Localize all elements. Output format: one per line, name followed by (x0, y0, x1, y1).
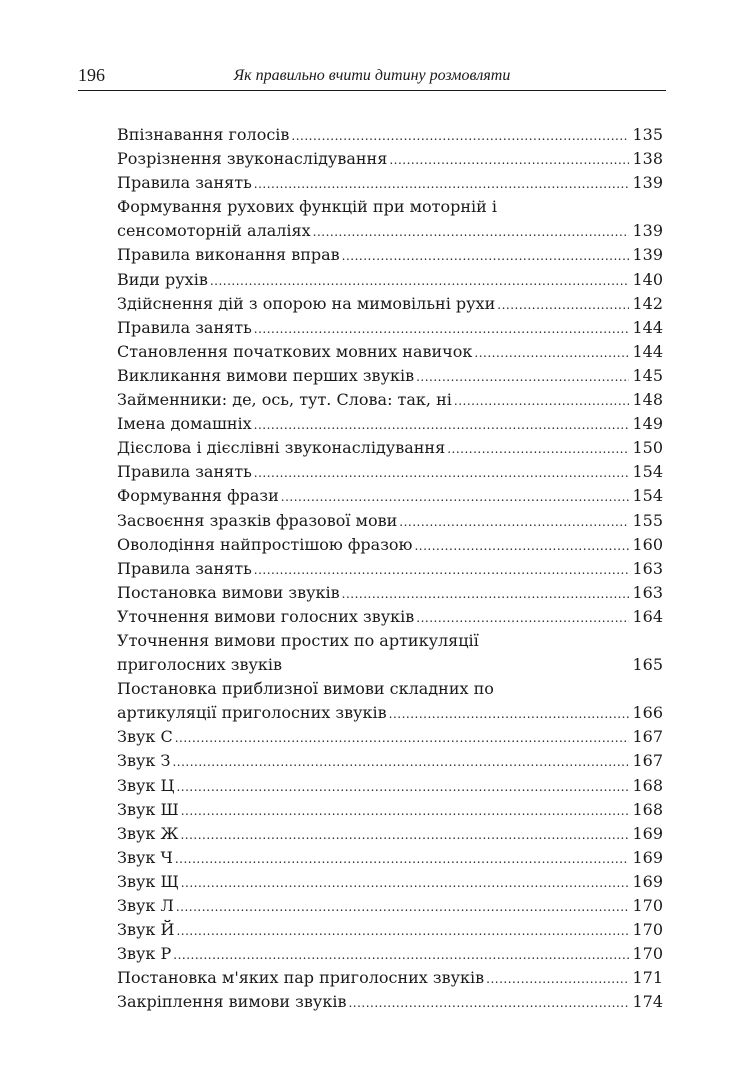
table-of-contents (117, 123, 663, 1014)
toc-entry (117, 195, 663, 243)
toc-entry-page-number: 139 (632, 173, 663, 193)
dot-leader (342, 582, 630, 606)
toc-entry-label: Впізнавання голосів (117, 125, 290, 144)
toc-entry-page-number: 160 (632, 534, 663, 554)
toc-entry-label: Звук Ч (117, 847, 173, 867)
toc-entry-label: Звук Ш (117, 799, 179, 819)
dot-leader (254, 413, 630, 437)
toc-entry (117, 798, 663, 822)
toc-entry-page-number: 170 (632, 944, 663, 964)
toc-entry-label: приголосних звуків (117, 655, 283, 675)
toc-entry-page-number: 142 (632, 293, 663, 313)
toc-entry (117, 243, 663, 267)
toc-entry-page-number: 168 (632, 775, 663, 795)
toc-entry-label: Правила занять (117, 317, 252, 337)
toc-entry-page-number: 144 (632, 317, 663, 337)
toc-entry (117, 484, 663, 508)
toc-entry (117, 509, 663, 533)
toc-entry-page-number: 145 (632, 365, 663, 385)
toc-entry (117, 629, 663, 677)
toc-entry-page-number: 139 (632, 245, 663, 265)
toc-entry (117, 774, 663, 798)
running-title: Як правильно вчити дитину розмовляти (233, 67, 511, 84)
toc-entry-label: Становлення початкових мовних навичок (117, 341, 473, 361)
toc-entry-label: Правила занять (117, 173, 252, 193)
toc-entry (117, 870, 663, 894)
toc-entry-label: Правила занять (117, 558, 252, 578)
toc-entry (117, 966, 663, 990)
toc-entry-label: Закріплення вимови звуків (117, 992, 347, 1012)
dot-leader (486, 967, 629, 991)
toc-entry-page-number: 154 (632, 486, 663, 506)
toc-entry-label: Розрізнення звуконаслідування (117, 149, 388, 169)
dot-leader (414, 534, 629, 558)
dot-leader (175, 847, 630, 871)
dot-leader (176, 895, 630, 919)
toc-entry-label: Дієслова і дієслівні звуконаслідування (117, 438, 446, 458)
toc-entry-page-number: 170 (632, 920, 663, 940)
toc-entry (117, 822, 663, 846)
toc-entry (117, 171, 663, 195)
toc-entry-label: Звук Ц (117, 775, 175, 795)
running-header (78, 64, 666, 91)
dot-leader (175, 726, 630, 750)
toc-entry-label: Займенники: де, ось, тут. Слова: так, ні (117, 390, 452, 410)
toc-entry-label: Засвоєння зразків фразової мови (117, 510, 398, 530)
toc-entry-label: Правила виконання вправ (117, 245, 340, 265)
dot-leader (180, 823, 629, 847)
toc-entry-label: Постановка вимови звуків (117, 582, 340, 602)
toc-entry-label: Звук Ж (117, 823, 179, 843)
toc-entry-label: Звук Щ (117, 871, 179, 891)
toc-entry-label: Правила занять (117, 462, 252, 482)
toc-entry (117, 942, 663, 966)
toc-entry-page-number: 169 (632, 871, 663, 891)
toc-entry-page-number: 138 (632, 149, 663, 169)
toc-entry (117, 918, 663, 942)
toc-entry (117, 436, 663, 460)
toc-entry-page-number: 164 (632, 606, 663, 626)
dot-leader (348, 991, 629, 1015)
toc-entry (117, 123, 663, 147)
dot-leader (474, 341, 629, 365)
toc-entry (117, 364, 663, 388)
toc-entry (117, 749, 663, 773)
toc-entry-label: Викликання вимови перших звуків (117, 365, 415, 385)
toc-entry-label: Види рухів (117, 269, 208, 289)
dot-leader (291, 124, 629, 148)
dot-leader (281, 485, 630, 509)
toc-entry-page-number: 174 (632, 992, 663, 1012)
toc-entry (117, 581, 663, 605)
toc-entry-page-number: 171 (632, 968, 663, 988)
toc-entry-page-number: 144 (632, 341, 663, 361)
toc-entry-page-number: 169 (632, 847, 663, 867)
toc-entry-page-number: 168 (632, 799, 663, 819)
dot-leader (254, 172, 630, 196)
toc-entry-label: Уточнення вимови голосних звуків (117, 606, 415, 626)
toc-entry-label: Формування фрази (117, 486, 279, 506)
toc-entry (117, 388, 663, 412)
toc-entry-label: Постановка м'яких пар приголосних звуків (117, 968, 485, 988)
dot-leader (176, 919, 629, 943)
toc-entry-label: Звук С (117, 727, 173, 747)
toc-entry-label: Здійснення дій з опорою на мимовільні рухи (117, 293, 496, 313)
dot-leader (181, 871, 630, 895)
toc-entry (117, 316, 663, 340)
toc-entry-page-number: 165 (632, 655, 663, 675)
dot-leader (254, 461, 630, 485)
toc-entry-page-number: 139 (632, 221, 663, 241)
dot-leader (389, 148, 629, 172)
dot-leader (399, 510, 629, 534)
toc-entry (117, 725, 663, 749)
page-number: 196 (78, 65, 105, 85)
toc-entry (117, 533, 663, 557)
dot-leader (389, 702, 630, 726)
toc-entry-page-number: 155 (632, 510, 663, 530)
dot-leader (313, 220, 630, 244)
toc-entry-page-number: 149 (632, 414, 663, 434)
toc-entry (117, 460, 663, 484)
toc-entry (117, 147, 663, 171)
toc-entry-label: артикуляції приголосних звуків (117, 703, 387, 723)
toc-entry-page-number: 167 (632, 751, 663, 771)
toc-entry (117, 292, 663, 316)
dot-leader (172, 750, 629, 774)
toc-entry (117, 605, 663, 629)
toc-entry (117, 894, 663, 918)
dot-leader (173, 943, 629, 967)
dot-leader (181, 799, 630, 823)
dot-leader (416, 365, 629, 389)
toc-entry-page-number: 167 (632, 727, 663, 747)
dot-leader (447, 437, 629, 461)
toc-entry-label: Звук Р (117, 944, 172, 964)
toc-entry (117, 268, 663, 292)
toc-entry-label: сенсомоторній алаліях (117, 221, 311, 241)
toc-entry (117, 846, 663, 870)
toc-entry (117, 412, 663, 436)
toc-entry-page-number: 148 (632, 390, 663, 410)
toc-entry-page-number: 163 (632, 558, 663, 578)
toc-entry-label: Звук Й (117, 920, 175, 940)
toc-entry-label: Імена домашніх (117, 414, 252, 434)
toc-entry-page-number: 169 (632, 823, 663, 843)
toc-entry-page-number: 135 (632, 125, 663, 144)
toc-entry-page-number: 150 (632, 438, 663, 458)
dot-leader (254, 317, 630, 341)
toc-entry-label: Звук Л (117, 896, 174, 915)
toc-entry-page-number: 170 (632, 896, 663, 915)
dot-leader (497, 293, 629, 317)
dot-leader (416, 606, 629, 630)
dot-leader (454, 389, 630, 413)
dot-leader (210, 269, 630, 293)
toc-entry (117, 990, 663, 1014)
toc-entry-page-number: 140 (632, 269, 663, 289)
toc-entry (117, 557, 663, 581)
toc-entry (117, 340, 663, 364)
toc-entry-page-number: 163 (632, 582, 663, 602)
toc-entry-page-number: 154 (632, 462, 663, 482)
toc-entry-label-line1: Уточнення вимови простих по артикуляції (117, 630, 479, 650)
dot-leader (254, 558, 630, 582)
toc-entry-label-line1: Постановка приблизної вимови складних по (117, 679, 494, 699)
toc-entry (117, 677, 663, 725)
toc-entry-label: Звук З (117, 751, 171, 771)
toc-entry-label: Оволодіння найпростішою фразою (117, 534, 413, 554)
toc-entry-label-line1: Формування рухових функцій при моторній і (117, 197, 498, 217)
dot-leader (176, 775, 629, 799)
toc-entry-page-number: 166 (632, 703, 663, 723)
dot-leader (342, 244, 630, 268)
